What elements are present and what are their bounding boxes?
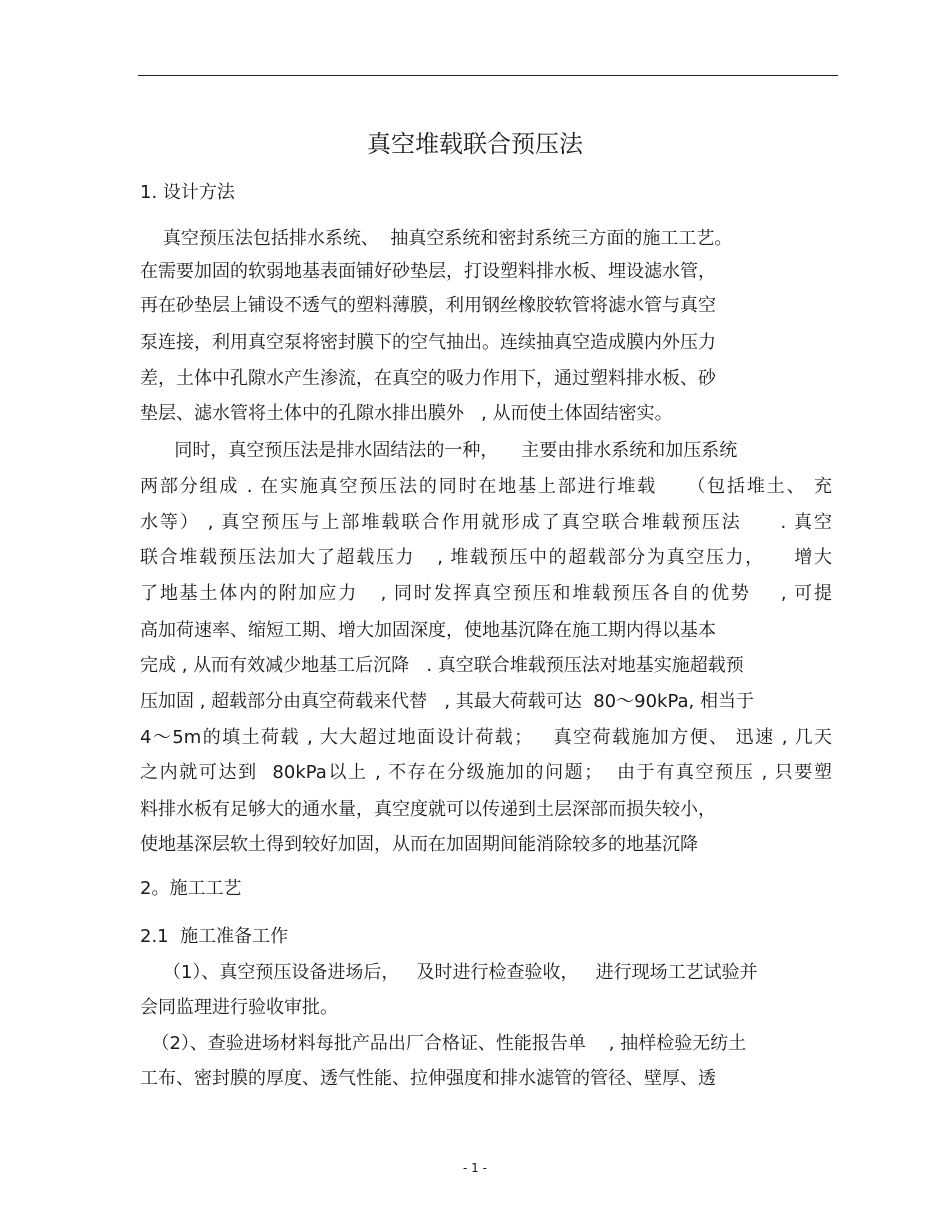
paragraph-line: 会同监理进行验收审批。 <box>140 997 338 1018</box>
paragraph-line: 了地基土体内的附加应力 , 同时发挥真空预压和堆载预压各自的优势 , 可提 <box>140 583 832 604</box>
paragraph-line: 在需要加固的软弱地基表面铺好砂垫层，打设塑料排水板、埋设滤水管， <box>140 261 716 282</box>
paragraph-line: 水等） , 真空预压与上部堆载联合作用就形成了真空联合堆载预压法 . 真空 <box>140 512 832 533</box>
paragraph-line: 完成 , 从而有效减少地基工后沉降 . 真空联合堆载预压法对地基实施超载预 <box>140 655 744 676</box>
paragraph-line: 高加荷速率、缩短工期、增大加固深度，使地基沉降在施工期内得以基本 <box>140 620 716 641</box>
paragraph-line: 料排水板有足够大的通水量，真空度就可以传递到土层深部而损失较小， <box>140 799 716 820</box>
paragraph-line: （2）、查验进场材料每批产品出厂合格证、性能报告单 , 抽样检验无纺土 <box>140 1033 747 1054</box>
paragraph-line: 两部分组成 . 在实施真空预压法的同时在地基上部进行堆载 （包括堆土、 充 <box>140 476 832 497</box>
paragraph-line: 垫层、滤水管将土体中的孔隙水排出膜外 , 从而使土体固结密实。 <box>140 403 673 424</box>
header-rule <box>138 75 838 76</box>
paragraph-line: 差，土体中孔隙水产生渗流，在真空的吸力作用下，通过塑料排水板、砂 <box>140 368 716 389</box>
paragraph-line: 联合堆载预压法加大了超载压力 , 堆载预压中的超载部分为真空压力， 增大 <box>140 547 832 568</box>
section-heading: 2。施工工艺 <box>140 878 242 899</box>
paragraph-line: （1）、真空预压设备进场后， 及时进行检查验收， 进行现场工艺试验并 <box>140 962 758 983</box>
paragraph-line: 同时，真空预压法是排水固结法的一种， 主要由排水系统和加压系统 <box>140 440 738 461</box>
document-title: 真空堆载联合预压法 <box>367 130 583 158</box>
paragraph-line: 工布、密封膜的厚度、透气性能、拉伸强度和排水滤管的管径、壁厚、透 <box>140 1068 716 1089</box>
paragraph-line: 使地基深层软土得到较好加固，从而在加固期间能消除较多的地基沉降 <box>140 834 698 855</box>
paragraph-line: 之内就可达到 80kPa以上 , 不存在分级施加的问题； 由于有真空预压 , 只要塑 <box>140 762 832 783</box>
paragraph-line: 4～5m的填土荷载 , 大大超过地面设计荷载； 真空荷载施加方便、 迅速 , 几天 <box>140 727 832 748</box>
page-number: - 1 - <box>463 1161 487 1175</box>
paragraph-line: 压加固 , 超载部分由真空荷载来代替 , 其最大荷载可达 80～90kPa, 相当于 <box>140 691 754 712</box>
paragraph-line: 再在砂垫层上铺设不透气的塑料薄膜，利用钢丝橡胶软管将滤水管与真空 <box>140 295 716 316</box>
paragraph-line: 真空预压法包括排水系统、 抽真空系统和密封系统三方面的施工工艺。 <box>140 228 733 249</box>
paragraph-line: 泵连接，利用真空泵将密封膜下的空气抽出。连续抽真空造成膜内外压力 <box>140 332 716 353</box>
subsection-heading: 2.1 施工准备工作 <box>140 926 289 947</box>
section-heading: 1. 设计方法 <box>140 182 235 203</box>
